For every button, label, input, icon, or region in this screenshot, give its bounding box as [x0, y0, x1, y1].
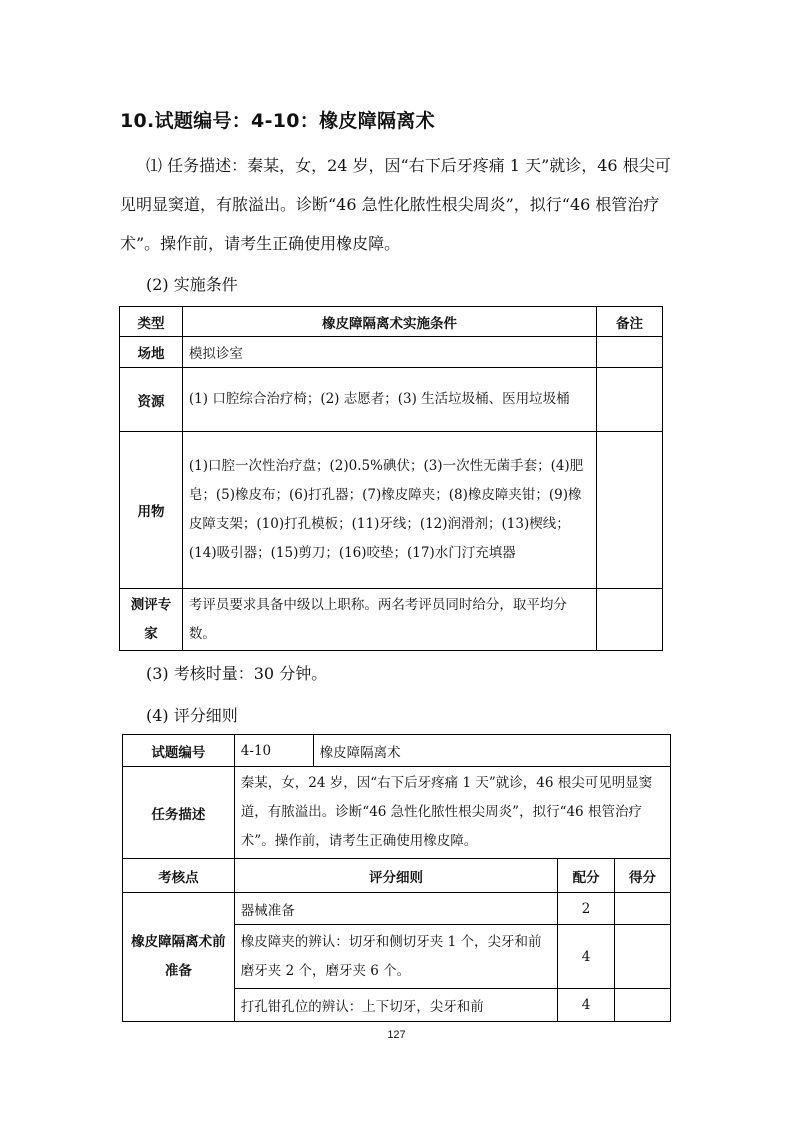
header-conditions: 橡皮障隔离术实施条件 — [182, 307, 596, 337]
conditions-row-supplies — [120, 432, 663, 589]
score — [615, 925, 671, 989]
section-scoring-details: (4) 评分细则 — [146, 706, 238, 725]
header-assessment-point: 考核点 — [123, 859, 235, 893]
task-description-paragraph — [120, 146, 678, 263]
points: 4 — [558, 989, 615, 1022]
header-type: 类型 — [120, 307, 183, 337]
assessment-point-group: 橡皮障隔离术前准备 — [123, 893, 235, 1022]
row-content: (1)口腔一次性治疗盘；(2)0.5%碘伏；(3)一次性无菌手套；(4)肥皂；(5)橡皮布；(6)打孔器；(7)橡皮障夹；(8)橡皮障夹钳；(9)橡皮障支架；(10)打孔模板；(11)牙线；(12)润滑剂；(13)楔线；(14)吸引器；(15)剪刀；(16)咬垫；(17)水门汀充填器 — [182, 432, 596, 589]
score — [615, 989, 671, 1022]
task-text: 秦某，女，24 岁，因“右下后牙疼痛 1 天”就诊，46 根尖可见明显窦道，有脓溢出。诊断“46 急性化脓性根尖周炎”，拟行“46 根管治疗术”。操作前，请考生正确使用橡皮障。 — [234, 767, 670, 859]
scoring-detail: 器械准备 — [234, 893, 557, 925]
conditions-table — [119, 306, 663, 651]
row-content: (1) 口腔综合治疗椅；(2) 志愿者；(3) 生活垃圾桶、医用垃圾桶 — [182, 368, 596, 432]
row-type: 测评专家 — [120, 589, 183, 651]
question-heading: 10.试题编号：4-10：橡皮障隔离术 — [120, 110, 435, 132]
row-type: 场地 — [120, 337, 183, 368]
row-note — [597, 589, 663, 651]
scoring-table — [122, 734, 671, 1022]
question-id-label: 试题编号 — [123, 735, 235, 767]
task-description-text: ⑴ 任务描述：秦某，女，24 岁，因“右下后牙疼痛 1 天”就诊，46 根尖可见明显窦道，有脓溢出。诊断“46 急性化脓性根尖周炎”，拟行“46 根管治疗术”。操作前，请考生正确使用橡皮障。 — [120, 156, 671, 253]
scoring-detail: 打孔钳孔位的辨认：上下切牙，尖牙和前 — [234, 989, 557, 1022]
header-score: 得分 — [615, 859, 671, 893]
section-implementation-conditions: (2) 实施条件 — [146, 275, 238, 294]
scoring-task-row — [123, 767, 671, 859]
header-scoring-detail: 评分细则 — [234, 859, 557, 893]
question-id-value: 4-10 — [234, 735, 313, 767]
row-content: 模拟诊室 — [182, 337, 596, 368]
row-note — [597, 337, 663, 368]
row-note — [597, 368, 663, 432]
section-exam-duration: (3) 考核时量：30 分钟。 — [146, 664, 328, 683]
row-note — [597, 432, 663, 589]
row-type: 资源 — [120, 368, 183, 432]
conditions-row-experts — [120, 589, 663, 651]
conditions-row-resources — [120, 368, 663, 432]
header-remarks: 备注 — [597, 307, 663, 337]
question-name: 橡皮障隔离术 — [313, 735, 670, 767]
points: 2 — [558, 893, 615, 925]
row-content: 考评员要求具备中级以上职称。两名考评员同时给分，取平均分数。 — [182, 589, 596, 651]
scoring-detail: 橡皮障夹的辨认：切牙和侧切牙夹 1 个，尖牙和前磨牙夹 2 个，磨牙夹 6 个。 — [234, 925, 557, 989]
conditions-header-row — [120, 307, 663, 337]
page-number: 127 — [387, 1029, 406, 1041]
scoring-header-row — [123, 859, 671, 893]
row-type: 用物 — [120, 432, 183, 589]
conditions-row-venue — [120, 337, 663, 368]
task-label: 任务描述 — [123, 767, 235, 859]
scoring-row — [123, 893, 671, 925]
points: 4 — [558, 925, 615, 989]
scoring-id-row — [123, 735, 671, 767]
header-points: 配分 — [558, 859, 615, 893]
score — [615, 893, 671, 925]
